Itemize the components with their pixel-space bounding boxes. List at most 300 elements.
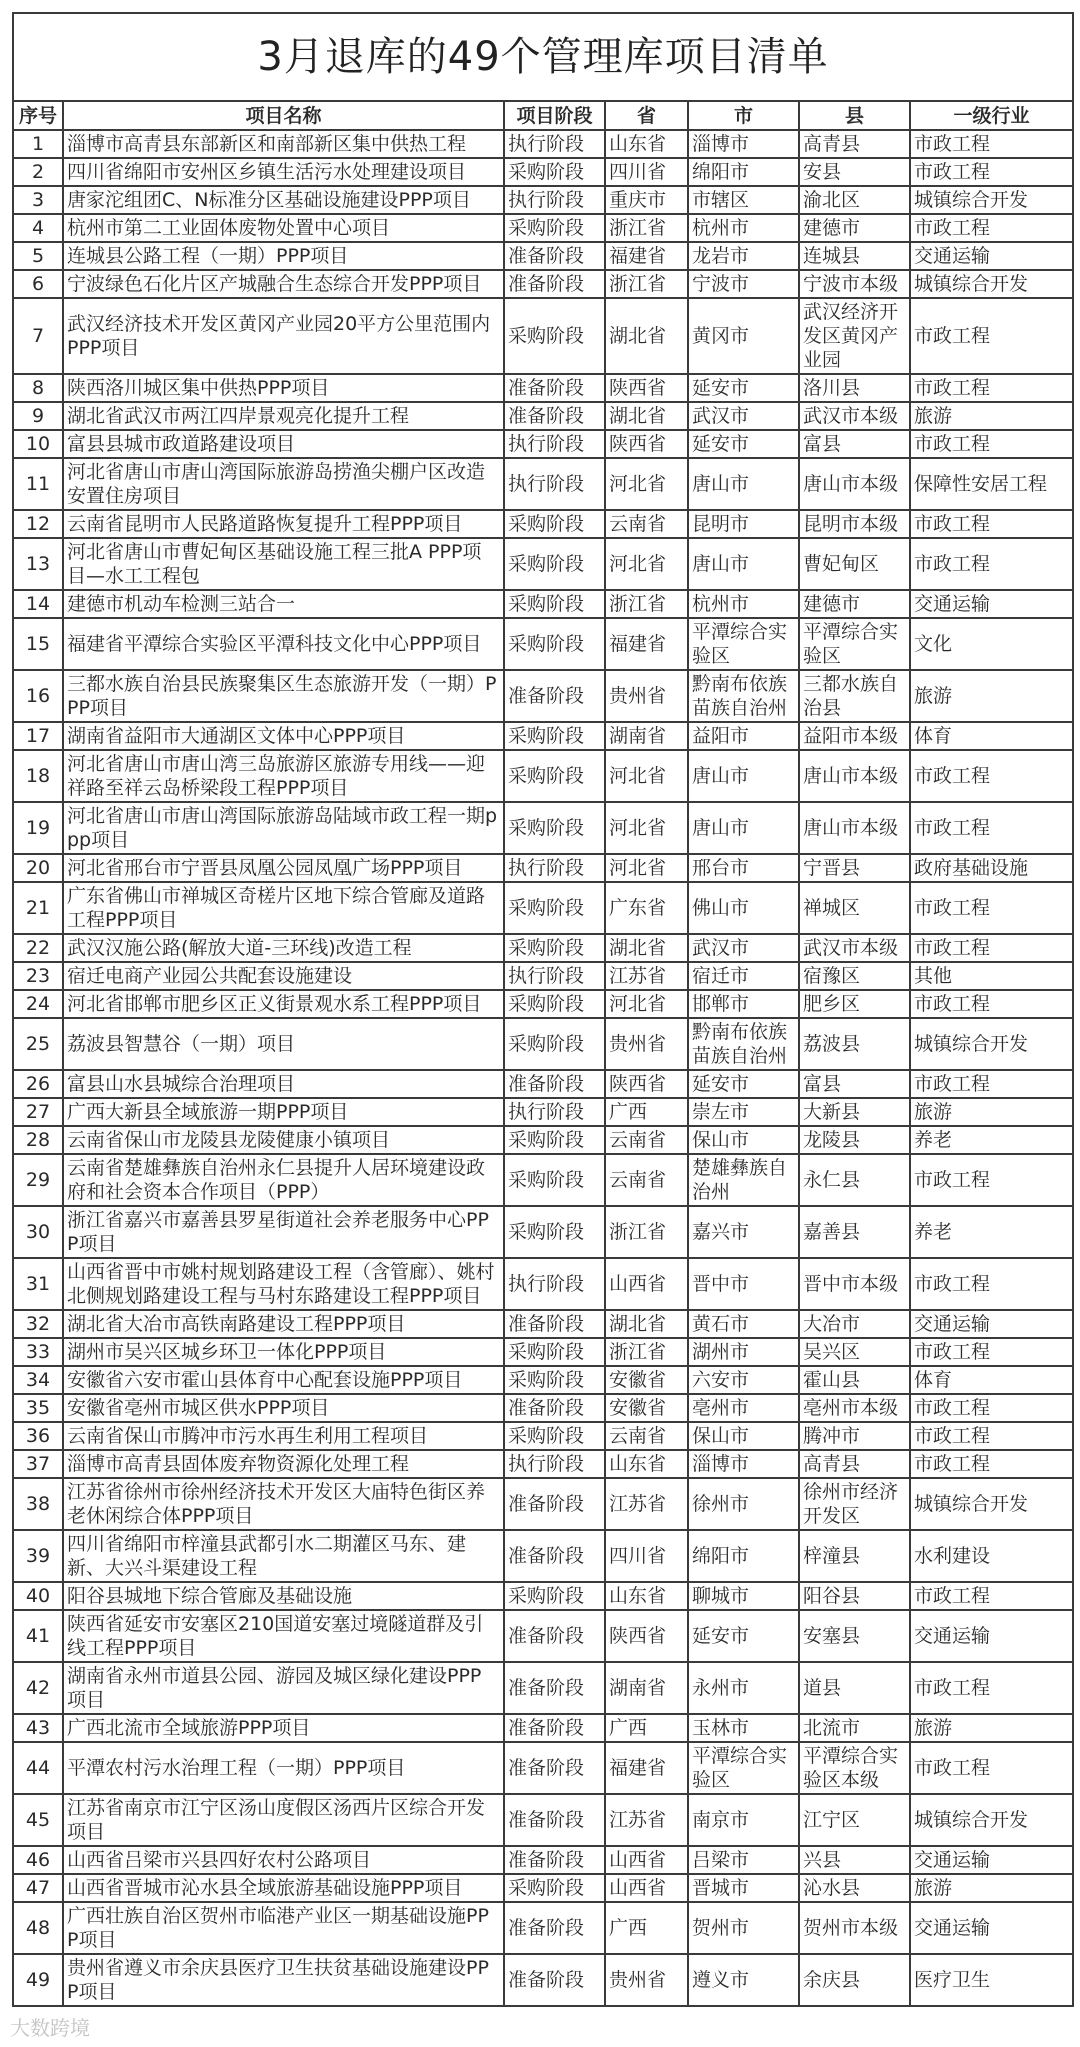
cell-county: 沁水县 — [799, 1874, 910, 1902]
cell-project-name: 湖南省益阳市大通湖区文体中心PPP项目 — [63, 722, 504, 750]
cell-county: 晋中市本级 — [799, 1258, 910, 1310]
cell-industry: 水利建设 — [910, 1530, 1073, 1582]
cell-seq: 6 — [13, 270, 63, 298]
cell-stage: 准备阶段 — [504, 670, 605, 722]
cell-project-name: 安徽省亳州市城区供水PPP项目 — [63, 1394, 504, 1422]
table-row — [13, 1582, 1073, 1610]
cell-county: 兴县 — [799, 1846, 910, 1874]
table-row — [13, 1422, 1073, 1450]
table-row — [13, 1338, 1073, 1366]
cell-city: 平潭综合实验区 — [688, 618, 799, 670]
cell-stage: 执行阶段 — [504, 1450, 605, 1478]
cell-project-name: 阳谷县城地下综合管廊及基础设施 — [63, 1582, 504, 1610]
cell-province: 山西省 — [605, 1258, 688, 1310]
cell-stage: 采购阶段 — [504, 618, 605, 670]
cell-stage: 执行阶段 — [504, 1098, 605, 1126]
cell-stage: 采购阶段 — [504, 934, 605, 962]
cell-county: 贺州市本级 — [799, 1902, 910, 1954]
cell-province: 云南省 — [605, 1126, 688, 1154]
cell-project-name: 安徽省六安市霍山县体育中心配套设施PPP项目 — [63, 1366, 504, 1394]
cell-city: 黔南布依族苗族自治州 — [688, 670, 799, 722]
cell-seq: 32 — [13, 1310, 63, 1338]
cell-stage: 采购阶段 — [504, 538, 605, 590]
cell-seq: 37 — [13, 1450, 63, 1478]
cell-seq: 21 — [13, 882, 63, 934]
cell-project-name: 山西省晋城市沁水县全域旅游基础设施PPP项目 — [63, 1874, 504, 1902]
cell-industry: 城镇综合开发 — [910, 1478, 1073, 1530]
cell-industry: 城镇综合开发 — [910, 1794, 1073, 1846]
cell-project-name: 建德市机动车检测三站合一 — [63, 590, 504, 618]
cell-city: 绵阳市 — [688, 158, 799, 186]
cell-province: 贵州省 — [605, 1018, 688, 1070]
cell-project-name: 福建省平潭综合实验区平潭科技文化中心PPP项目 — [63, 618, 504, 670]
cell-industry: 市政工程 — [910, 1154, 1073, 1206]
cell-project-name: 四川省绵阳市安州区乡镇生活污水处理建设项目 — [63, 158, 504, 186]
cell-project-name: 淄博市高青县固体废弃物资源化处理工程 — [63, 1450, 504, 1478]
cell-province: 广西 — [605, 1902, 688, 1954]
cell-stage: 采购阶段 — [504, 298, 605, 374]
cell-province: 湖北省 — [605, 402, 688, 430]
table-row — [13, 158, 1073, 186]
cell-project-name: 浙江省嘉兴市嘉善县罗星街道社会养老服务中心PPP项目 — [63, 1206, 504, 1258]
cell-county: 唐山市本级 — [799, 458, 910, 510]
cell-stage: 准备阶段 — [504, 1902, 605, 1954]
table-row — [13, 990, 1073, 1018]
table-row — [13, 1450, 1073, 1478]
cell-county: 肥乡区 — [799, 990, 910, 1018]
cell-province: 浙江省 — [605, 270, 688, 298]
cell-city: 崇左市 — [688, 1098, 799, 1126]
cell-project-name: 河北省邢台市宁晋县凤凰公园凤凰广场PPP项目 — [63, 854, 504, 882]
cell-city: 黔南布依族苗族自治州 — [688, 1018, 799, 1070]
cell-province: 湖北省 — [605, 298, 688, 374]
cell-city: 唐山市 — [688, 458, 799, 510]
cell-county: 益阳市本级 — [799, 722, 910, 750]
table-row — [13, 1742, 1073, 1794]
cell-province: 安徽省 — [605, 1394, 688, 1422]
cell-project-name: 河北省唐山市唐山湾国际旅游岛陆域市政工程一期ppp项目 — [63, 802, 504, 854]
cell-county: 唐山市本级 — [799, 802, 910, 854]
cell-seq: 31 — [13, 1258, 63, 1310]
cell-county: 三都水族自治县 — [799, 670, 910, 722]
cell-seq: 42 — [13, 1662, 63, 1714]
cell-city: 武汉市 — [688, 934, 799, 962]
cell-stage: 采购阶段 — [504, 1874, 605, 1902]
cell-industry: 市政工程 — [910, 1338, 1073, 1366]
cell-seq: 25 — [13, 1018, 63, 1070]
cell-stage: 准备阶段 — [504, 1610, 605, 1662]
cell-city: 延安市 — [688, 374, 799, 402]
cell-project-name: 连城县公路工程（一期）PPP项目 — [63, 242, 504, 270]
cell-project-name: 富县山水县城综合治理项目 — [63, 1070, 504, 1098]
column-header-project-name: 项目名称 — [63, 101, 504, 130]
cell-city: 楚雄彝族自治州 — [688, 1154, 799, 1206]
cell-stage: 采购阶段 — [504, 722, 605, 750]
cell-province: 云南省 — [605, 1154, 688, 1206]
cell-county: 霍山县 — [799, 1366, 910, 1394]
table-row — [13, 374, 1073, 402]
cell-seq: 39 — [13, 1530, 63, 1582]
cell-city: 延安市 — [688, 430, 799, 458]
table-row — [13, 1846, 1073, 1874]
table-row — [13, 882, 1073, 934]
cell-county: 梓潼县 — [799, 1530, 910, 1582]
cell-project-name: 武汉经济技术开发区黄冈产业园20平方公里范围内PPP项目 — [63, 298, 504, 374]
cell-province: 浙江省 — [605, 214, 688, 242]
cell-stage: 准备阶段 — [504, 374, 605, 402]
cell-county: 阳谷县 — [799, 1582, 910, 1610]
cell-city: 延安市 — [688, 1070, 799, 1098]
table-row — [13, 1258, 1073, 1310]
table-row — [13, 1478, 1073, 1530]
cell-project-name: 广西北流市全域旅游PPP项目 — [63, 1714, 504, 1742]
cell-county: 宿豫区 — [799, 962, 910, 990]
cell-county: 武汉经济开发区黄冈产业园 — [799, 298, 910, 374]
cell-province: 山东省 — [605, 1582, 688, 1610]
cell-city: 市辖区 — [688, 186, 799, 214]
cell-seq: 12 — [13, 510, 63, 538]
cell-project-name: 宁波绿色石化片区产城融合生态综合开发PPP项目 — [63, 270, 504, 298]
cell-stage: 采购阶段 — [504, 590, 605, 618]
cell-city: 淄博市 — [688, 130, 799, 158]
cell-seq: 11 — [13, 458, 63, 510]
cell-seq: 35 — [13, 1394, 63, 1422]
cell-industry: 市政工程 — [910, 214, 1073, 242]
table-row — [13, 1018, 1073, 1070]
cell-province: 陕西省 — [605, 374, 688, 402]
cell-county: 腾冲市 — [799, 1422, 910, 1450]
cell-industry: 市政工程 — [910, 538, 1073, 590]
cell-county: 北流市 — [799, 1714, 910, 1742]
table-body — [13, 130, 1073, 2006]
cell-project-name: 贵州省遵义市余庆县医疗卫生扶贫基础设施建设PPP项目 — [63, 1954, 504, 2006]
cell-province: 湖北省 — [605, 1310, 688, 1338]
cell-project-name: 广东省佛山市禅城区奇槎片区地下综合管廊及道路工程PPP项目 — [63, 882, 504, 934]
table-row — [13, 722, 1073, 750]
cell-province: 山东省 — [605, 1450, 688, 1478]
cell-project-name: 武汉汉施公路(解放大道-三环线)改造工程 — [63, 934, 504, 962]
cell-stage: 准备阶段 — [504, 402, 605, 430]
column-header-industry: 一级行业 — [910, 101, 1073, 130]
cell-province: 贵州省 — [605, 670, 688, 722]
cell-stage: 采购阶段 — [504, 1018, 605, 1070]
title-row — [13, 13, 1073, 101]
cell-seq: 1 — [13, 130, 63, 158]
cell-seq: 20 — [13, 854, 63, 882]
table-row — [13, 1394, 1073, 1422]
cell-city: 佛山市 — [688, 882, 799, 934]
cell-province: 四川省 — [605, 158, 688, 186]
table-row — [13, 242, 1073, 270]
cell-project-name: 广西大新县全域旅游一期PPP项目 — [63, 1098, 504, 1126]
cell-seq: 22 — [13, 934, 63, 962]
cell-seq: 14 — [13, 590, 63, 618]
cell-county: 宁波市本级 — [799, 270, 910, 298]
cell-project-name: 山西省吕梁市兴县四好农村公路项目 — [63, 1846, 504, 1874]
cell-industry: 旅游 — [910, 670, 1073, 722]
cell-industry: 市政工程 — [910, 1662, 1073, 1714]
cell-stage: 准备阶段 — [504, 1070, 605, 1098]
cell-city: 宁波市 — [688, 270, 799, 298]
cell-industry: 市政工程 — [910, 1422, 1073, 1450]
cell-city: 宿迁市 — [688, 962, 799, 990]
cell-seq: 34 — [13, 1366, 63, 1394]
cell-city: 龙岩市 — [688, 242, 799, 270]
cell-seq: 24 — [13, 990, 63, 1018]
cell-province: 浙江省 — [605, 1206, 688, 1258]
cell-industry: 文化 — [910, 618, 1073, 670]
cell-seq: 8 — [13, 374, 63, 402]
cell-seq: 15 — [13, 618, 63, 670]
cell-stage: 采购阶段 — [504, 1338, 605, 1366]
cell-seq: 10 — [13, 430, 63, 458]
cell-stage: 准备阶段 — [504, 1714, 605, 1742]
cell-stage: 执行阶段 — [504, 854, 605, 882]
table-row — [13, 962, 1073, 990]
cell-industry: 市政工程 — [910, 1394, 1073, 1422]
cell-project-name: 江苏省南京市江宁区汤山度假区汤西片区综合开发项目 — [63, 1794, 504, 1846]
table-row — [13, 1154, 1073, 1206]
cell-industry: 市政工程 — [910, 1450, 1073, 1478]
cell-city: 杭州市 — [688, 590, 799, 618]
cell-county: 高青县 — [799, 130, 910, 158]
cell-province: 河北省 — [605, 750, 688, 802]
cell-project-name: 云南省昆明市人民路道路恢复提升工程PPP项目 — [63, 510, 504, 538]
cell-county: 永仁县 — [799, 1154, 910, 1206]
cell-industry: 其他 — [910, 962, 1073, 990]
cell-province: 四川省 — [605, 1530, 688, 1582]
cell-province: 安徽省 — [605, 1366, 688, 1394]
cell-province: 江苏省 — [605, 1478, 688, 1530]
cell-industry: 市政工程 — [910, 130, 1073, 158]
cell-industry: 市政工程 — [910, 1582, 1073, 1610]
table-row — [13, 1206, 1073, 1258]
cell-city: 黄冈市 — [688, 298, 799, 374]
cell-stage: 采购阶段 — [504, 1206, 605, 1258]
table-row — [13, 1954, 1073, 2006]
cell-county: 建德市 — [799, 214, 910, 242]
cell-province: 山西省 — [605, 1846, 688, 1874]
cell-city: 贺州市 — [688, 1902, 799, 1954]
cell-project-name: 湖北省武汉市两江四岸景观亮化提升工程 — [63, 402, 504, 430]
cell-province: 云南省 — [605, 1422, 688, 1450]
cell-industry: 城镇综合开发 — [910, 1018, 1073, 1070]
cell-seq: 2 — [13, 158, 63, 186]
cell-county: 亳州市本级 — [799, 1394, 910, 1422]
cell-city: 玉林市 — [688, 1714, 799, 1742]
cell-province: 湖南省 — [605, 1662, 688, 1714]
table-row — [13, 1714, 1073, 1742]
cell-seq: 27 — [13, 1098, 63, 1126]
cell-city: 湖州市 — [688, 1338, 799, 1366]
column-header-stage: 项目阶段 — [504, 101, 605, 130]
cell-county: 昆明市本级 — [799, 510, 910, 538]
cell-province: 福建省 — [605, 242, 688, 270]
cell-seq: 16 — [13, 670, 63, 722]
cell-project-name: 湖南省永州市道县公园、游园及城区绿化建设PPP项目 — [63, 1662, 504, 1714]
cell-industry: 市政工程 — [910, 990, 1073, 1018]
cell-industry: 市政工程 — [910, 158, 1073, 186]
cell-city: 淄博市 — [688, 1450, 799, 1478]
cell-industry: 市政工程 — [910, 1258, 1073, 1310]
table-row — [13, 1070, 1073, 1098]
cell-project-name: 三都水族自治县民族聚集区生态旅游开发（一期）PPP项目 — [63, 670, 504, 722]
cell-project-name: 四川省绵阳市梓潼县武都引水二期灌区马东、建新、大兴斗渠建设工程 — [63, 1530, 504, 1582]
cell-seq: 28 — [13, 1126, 63, 1154]
cell-stage: 准备阶段 — [504, 1846, 605, 1874]
cell-industry: 市政工程 — [910, 750, 1073, 802]
cell-seq: 48 — [13, 1902, 63, 1954]
table-row — [13, 670, 1073, 722]
cell-stage: 采购阶段 — [504, 1422, 605, 1450]
cell-province: 江苏省 — [605, 1794, 688, 1846]
cell-province: 福建省 — [605, 1742, 688, 1794]
table-row — [13, 1610, 1073, 1662]
cell-industry: 市政工程 — [910, 1070, 1073, 1098]
cell-county: 平潭综合实验区 — [799, 618, 910, 670]
cell-seq: 29 — [13, 1154, 63, 1206]
cell-city: 杭州市 — [688, 214, 799, 242]
cell-industry: 市政工程 — [910, 430, 1073, 458]
cell-city: 邯郸市 — [688, 990, 799, 1018]
cell-project-name: 河北省唐山市唐山湾三岛旅游区旅游专用线——迎祥路至祥云岛桥梁段工程PPP项目 — [63, 750, 504, 802]
cell-seq: 44 — [13, 1742, 63, 1794]
cell-industry: 城镇综合开发 — [910, 186, 1073, 214]
cell-county: 武汉市本级 — [799, 934, 910, 962]
cell-industry: 市政工程 — [910, 802, 1073, 854]
cell-project-name: 山西省晋中市姚村规划路建设工程（含管廊）、姚村北侧规划路建设工程与马村东路建设工程PPP项目 — [63, 1258, 504, 1310]
cell-project-name: 陕西洛川城区集中供热PPP项目 — [63, 374, 504, 402]
cell-stage: 执行阶段 — [504, 458, 605, 510]
cell-stage: 执行阶段 — [504, 130, 605, 158]
cell-province: 广西 — [605, 1714, 688, 1742]
cell-county: 大新县 — [799, 1098, 910, 1126]
column-header-county: 县 — [799, 101, 910, 130]
cell-city: 邢台市 — [688, 854, 799, 882]
cell-industry: 市政工程 — [910, 882, 1073, 934]
cell-industry: 体育 — [910, 1366, 1073, 1394]
table-row — [13, 1874, 1073, 1902]
cell-project-name: 河北省唐山市曹妃甸区基础设施工程三批A PPP项目—水工工程包 — [63, 538, 504, 590]
cell-stage: 执行阶段 — [504, 430, 605, 458]
cell-seq: 45 — [13, 1794, 63, 1846]
cell-province: 江苏省 — [605, 962, 688, 990]
cell-province: 贵州省 — [605, 1954, 688, 2006]
cell-county: 曹妃甸区 — [799, 538, 910, 590]
cell-industry: 交通运输 — [910, 590, 1073, 618]
table-row — [13, 802, 1073, 854]
cell-seq: 30 — [13, 1206, 63, 1258]
cell-stage: 采购阶段 — [504, 510, 605, 538]
cell-city: 昆明市 — [688, 510, 799, 538]
cell-seq: 47 — [13, 1874, 63, 1902]
cell-seq: 43 — [13, 1714, 63, 1742]
cell-industry: 交通运输 — [910, 1902, 1073, 1954]
cell-county: 建德市 — [799, 590, 910, 618]
cell-county: 江宁区 — [799, 1794, 910, 1846]
cell-county: 安塞县 — [799, 1610, 910, 1662]
cell-project-name: 云南省楚雄彝族自治州永仁县提升人居环境建设政府和社会资本合作项目（PPP） — [63, 1154, 504, 1206]
cell-stage: 准备阶段 — [504, 1742, 605, 1794]
column-header-city: 市 — [688, 101, 799, 130]
cell-stage: 采购阶段 — [504, 802, 605, 854]
cell-seq: 3 — [13, 186, 63, 214]
cell-seq: 7 — [13, 298, 63, 374]
table-row — [13, 270, 1073, 298]
cell-province: 湖南省 — [605, 722, 688, 750]
cell-city: 武汉市 — [688, 402, 799, 430]
cell-province: 广西 — [605, 1098, 688, 1126]
cell-stage: 准备阶段 — [504, 270, 605, 298]
table-title: 3月退库的49个管理库项目清单 — [13, 13, 1073, 101]
cell-city: 徐州市 — [688, 1478, 799, 1530]
table-row — [13, 1366, 1073, 1394]
cell-stage: 采购阶段 — [504, 882, 605, 934]
cell-stage: 采购阶段 — [504, 750, 605, 802]
cell-industry: 政府基础设施 — [910, 854, 1073, 882]
cell-province: 湖北省 — [605, 934, 688, 962]
cell-seq: 4 — [13, 214, 63, 242]
cell-stage: 准备阶段 — [504, 1530, 605, 1582]
cell-industry: 养老 — [910, 1206, 1073, 1258]
cell-project-name: 河北省邯郸市肥乡区正义街景观水系工程PPP项目 — [63, 990, 504, 1018]
cell-province: 浙江省 — [605, 1338, 688, 1366]
cell-province: 重庆市 — [605, 186, 688, 214]
cell-stage: 采购阶段 — [504, 990, 605, 1018]
cell-seq: 18 — [13, 750, 63, 802]
cell-city: 晋城市 — [688, 1874, 799, 1902]
table-row — [13, 934, 1073, 962]
cell-county: 安县 — [799, 158, 910, 186]
cell-stage: 准备阶段 — [504, 1794, 605, 1846]
cell-city: 延安市 — [688, 1610, 799, 1662]
cell-project-name: 广西壮族自治区贺州市临港产业区一期基础设施PPP项目 — [63, 1902, 504, 1954]
cell-project-name: 唐家沱组团C、N标准分区基础设施建设PPP项目 — [63, 186, 504, 214]
cell-stage: 采购阶段 — [504, 1154, 605, 1206]
cell-seq: 38 — [13, 1478, 63, 1530]
cell-industry: 医疗卫生 — [910, 1954, 1073, 2006]
cell-project-name: 云南省保山市龙陵县龙陵健康小镇项目 — [63, 1126, 504, 1154]
cell-county: 高青县 — [799, 1450, 910, 1478]
cell-city: 吕梁市 — [688, 1846, 799, 1874]
cell-project-name: 平潭农村污水治理工程（一期）PPP项目 — [63, 1742, 504, 1794]
cell-stage: 准备阶段 — [504, 1662, 605, 1714]
table-row — [13, 590, 1073, 618]
cell-city: 保山市 — [688, 1422, 799, 1450]
table-row — [13, 430, 1073, 458]
table-row — [13, 1662, 1073, 1714]
cell-province: 浙江省 — [605, 590, 688, 618]
table-row — [13, 130, 1073, 158]
table-row — [13, 1902, 1073, 1954]
cell-city: 聊城市 — [688, 1582, 799, 1610]
cell-province: 河北省 — [605, 854, 688, 882]
cell-project-name: 云南省保山市腾冲市污水再生利用工程项目 — [63, 1422, 504, 1450]
table-row — [13, 186, 1073, 214]
cell-county: 禅城区 — [799, 882, 910, 934]
cell-project-name: 江苏省徐州市徐州经济技术开发区大庙特色街区养老休闲综合体PPP项目 — [63, 1478, 504, 1530]
cell-county: 龙陵县 — [799, 1126, 910, 1154]
cell-city: 亳州市 — [688, 1394, 799, 1422]
cell-province: 山西省 — [605, 1874, 688, 1902]
table-row — [13, 750, 1073, 802]
cell-seq: 46 — [13, 1846, 63, 1874]
cell-stage: 采购阶段 — [504, 158, 605, 186]
cell-industry: 交通运输 — [910, 1846, 1073, 1874]
cell-province: 河北省 — [605, 538, 688, 590]
cell-industry: 交通运输 — [910, 242, 1073, 270]
cell-city: 绵阳市 — [688, 1530, 799, 1582]
